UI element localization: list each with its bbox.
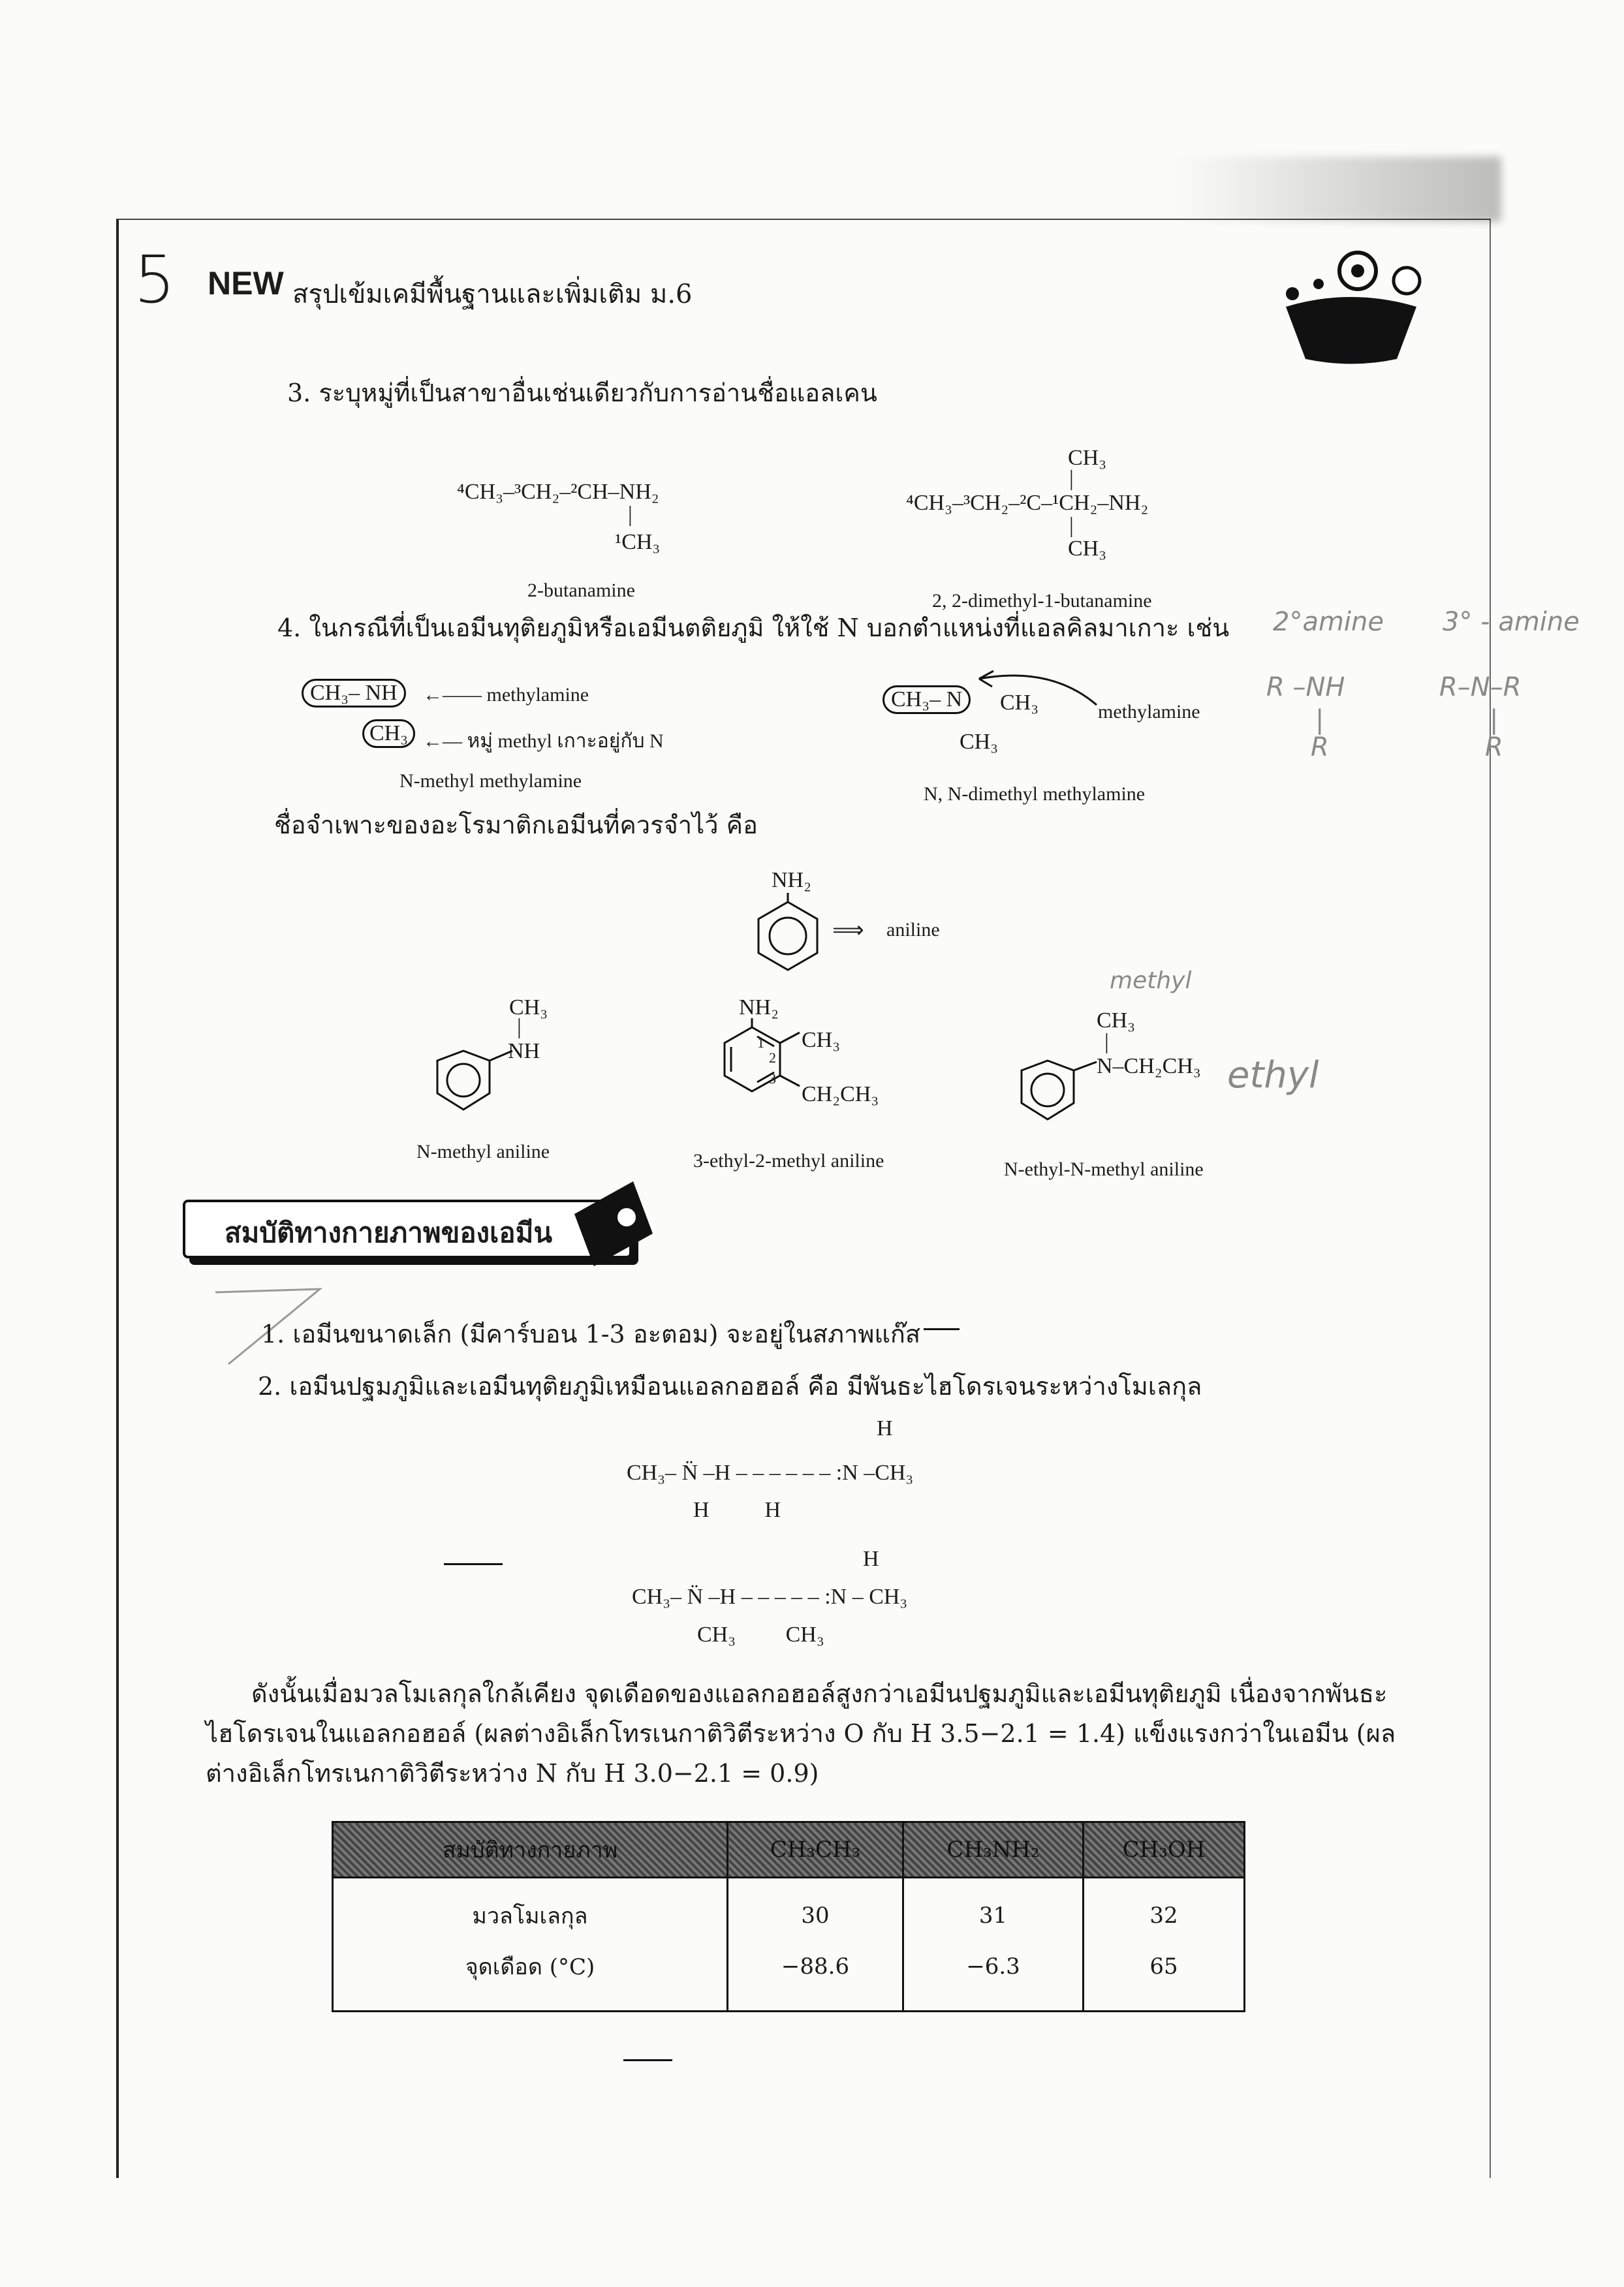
c1-ch3: CH₃: [509, 995, 548, 1019]
prop-1: 1. เอมีนขนาดเล็ก (มีคาร์บอน 1-3 อะตอม) จะอยู่ในสภาพแก๊ส: [261, 1320, 921, 1348]
table-cell: 30: [728, 1878, 903, 1942]
mol1-bond: |: [628, 503, 632, 527]
table-row: [333, 1941, 1245, 2012]
c2-n3: 3: [769, 1070, 776, 1087]
page-title: สรุปเข้มเคมีพื้นฐานและเพิ่มเติม ม.6: [292, 279, 693, 309]
c3-name: N-ethyl-N-methyl aniline: [1004, 1159, 1204, 1180]
table-cell: 32: [1084, 1878, 1245, 1942]
dash-mark: [924, 1328, 960, 1330]
hb1-line: CH₃– N̈ –H – – – – – – :N –CH₃: [627, 1461, 914, 1485]
c2-n1: 1: [757, 1035, 764, 1051]
cartoon-logo-icon: [1266, 248, 1436, 366]
banner-notebook-icon: [561, 1175, 659, 1273]
paragraph: ดังนั้นเมื่อมวลโมเลกุลใกล้เคียง จุดเดือดของแอลกอฮอล์สูงกว่าเอมีนปฐมภูมิและเอมีนทุติยภูมิ เนื่องจากพันธะไฮโดรเจนในแอลกอฮอล์ (ผลต่างอิเล็กโทรเนกาติวิตีระหว่าง O กับ H 3.5−2.1 = 1.4) แข็งแรงกว่าในเอมีน (ผลต่างอิเล็กโทรเนกาติวิตีระหว่าง N กับ H 3.0−2.1 = 0.9): [206, 1679, 1396, 1788]
mol1-main: ⁴CH₃–³CH₂–²CH–NH₂: [457, 480, 659, 504]
hb2-line: CH₃– N̈ –H – – – – – :N – CH₃: [632, 1585, 908, 1609]
section-title: สมบัติทางกายภาพของเอมีน: [225, 1217, 553, 1249]
mol1-branch: ¹CH₃: [615, 530, 661, 554]
item-4-text: 4. ในกรณีที่เป็นเอมีนทุติยภูมิหรือเอมีนตติยภูมิ ให้ใช้ N บอกตำแหน่งที่แอลคิลมาเกาะ เช่น: [277, 614, 1230, 642]
c2-ch3: CH₃: [802, 1028, 841, 1052]
table-cell: −6.3: [903, 1941, 1084, 2012]
aniline-nh2: NH₂: [772, 868, 811, 892]
table-cell: −88.6: [728, 1941, 903, 2012]
aromatic-intro: ชื่อจำเพาะของอะโรมาติกเอมีนที่ควรจำไว้ คือ: [274, 811, 758, 839]
dash-mark-3: [623, 2059, 672, 2061]
table-header: CH₃NH₂: [903, 1822, 1084, 1878]
ex1-arrow-branch: ←— หมู่ methyl เกาะอยู่กับ N: [423, 730, 664, 752]
dash-mark-2: [444, 1563, 503, 1565]
c2-name: 3-ethyl-2-methyl aniline: [693, 1150, 884, 1172]
ex1-name: N-methyl methylamine: [399, 770, 582, 792]
table-header: CH₃OH: [1084, 1822, 1245, 1878]
properties-table: [332, 1821, 1245, 2012]
handwritten-page-number: 5: [134, 241, 176, 318]
table-cell: จุดเดือด (°C): [333, 1941, 728, 2012]
hb2-bottom: CH₃ CH₃: [697, 1623, 824, 1647]
table-row: [333, 1878, 1245, 1942]
item-3-text: 3. ระบุหมู่ที่เป็นสาขาอื่นเช่นเดียวกับการอ่านชื่อแอลเคน: [287, 379, 877, 407]
c3-ch3: CH₃: [1097, 1008, 1136, 1033]
table-cell: 65: [1084, 1941, 1245, 2012]
table-header-row: [333, 1822, 1245, 1878]
note-sec-r: R: [1311, 732, 1329, 762]
mol2-bond-top: |: [1069, 467, 1074, 491]
c3-bond: |: [1104, 1030, 1109, 1054]
hb1-top: H: [877, 1416, 893, 1440]
aniline-name: aniline: [886, 919, 940, 941]
aniline-arrow: ⟹: [832, 918, 864, 942]
table-header: CH₃CH₃: [728, 1822, 903, 1878]
c2-benzene-icon: [718, 1018, 809, 1103]
mol2-top: CH₃: [1068, 446, 1107, 470]
ex2-label: methylamine: [1098, 701, 1200, 723]
c1-bond: |: [517, 1015, 522, 1039]
note-tertiary-amine: 3° - amine: [1443, 607, 1580, 637]
note-ter-formula: R–N–R: [1439, 672, 1522, 702]
ex2-arrow-icon: [973, 659, 1103, 711]
ex2-right: CH₃: [1000, 691, 1039, 715]
mol1-name: 2-butanamine: [527, 580, 635, 601]
c1-name: N-methyl aniline: [416, 1141, 550, 1162]
mol2-name: 2, 2-dimethyl-1-butanamine: [932, 590, 1152, 612]
note-ter-r: R: [1485, 732, 1503, 762]
c2-nh2: NH₂: [739, 995, 779, 1019]
c3-benzene-icon: [1015, 1054, 1106, 1132]
c2-ethyl: CH₂CH₃: [802, 1082, 879, 1106]
c2-n2: 2: [769, 1050, 776, 1066]
hb1-bottom: H H: [693, 1498, 781, 1522]
table-header: สมบัติทางกายภาพ: [333, 1822, 728, 1878]
table-cell: มวลโมเลกุล: [333, 1878, 728, 1942]
c3-n-ethyl: N–CH₂CH₃: [1097, 1054, 1201, 1078]
aniline-benzene-icon: [752, 893, 824, 971]
note-methyl: methyl: [1110, 967, 1192, 994]
note-sec-bond: |: [1315, 705, 1324, 735]
prop-2: 2. เอมีนปฐมภูมิและเอมีนทุติยภูมิเหมือนแอลกอฮอล์ คือ มีพันธะไฮโดรเจนระหว่างโมเลกุล: [258, 1372, 1202, 1401]
mol2-bottom: CH₃: [1068, 537, 1107, 561]
mol2-main: ⁴CH₃–³CH₂–²C–¹CH₂–NH₂: [906, 491, 1149, 515]
hb2-top: H: [863, 1547, 879, 1571]
ex2-branch: CH₃: [960, 730, 999, 754]
ex1-branch: CH₃: [362, 719, 415, 748]
note-ter-bond: |: [1490, 705, 1499, 735]
mol2-bond-bottom: |: [1069, 514, 1074, 538]
note-sec-formula: R –NH: [1266, 672, 1345, 702]
scan-shadow: [1175, 157, 1501, 222]
brand-new: NEW: [208, 265, 284, 302]
ex2-name: N, N-dimethyl methylamine: [924, 783, 1146, 805]
c1-nh: NH: [508, 1039, 540, 1063]
note-secondary-amine: 2°amine: [1273, 607, 1384, 637]
ex2-main: CH₃– N: [882, 685, 971, 714]
c1-benzene-icon: [431, 1044, 522, 1123]
ex1-main: CH₃– NH: [302, 679, 406, 708]
ex1-label-branch: หมู่ methyl เกาะอยู่กับ N: [467, 730, 664, 752]
ex1-arrow-label: ←—— methylamine: [423, 684, 589, 706]
ex1-label-main: methylamine: [486, 684, 589, 706]
table-cell: 31: [903, 1878, 1084, 1942]
note-ethyl: ethyl: [1227, 1054, 1319, 1097]
